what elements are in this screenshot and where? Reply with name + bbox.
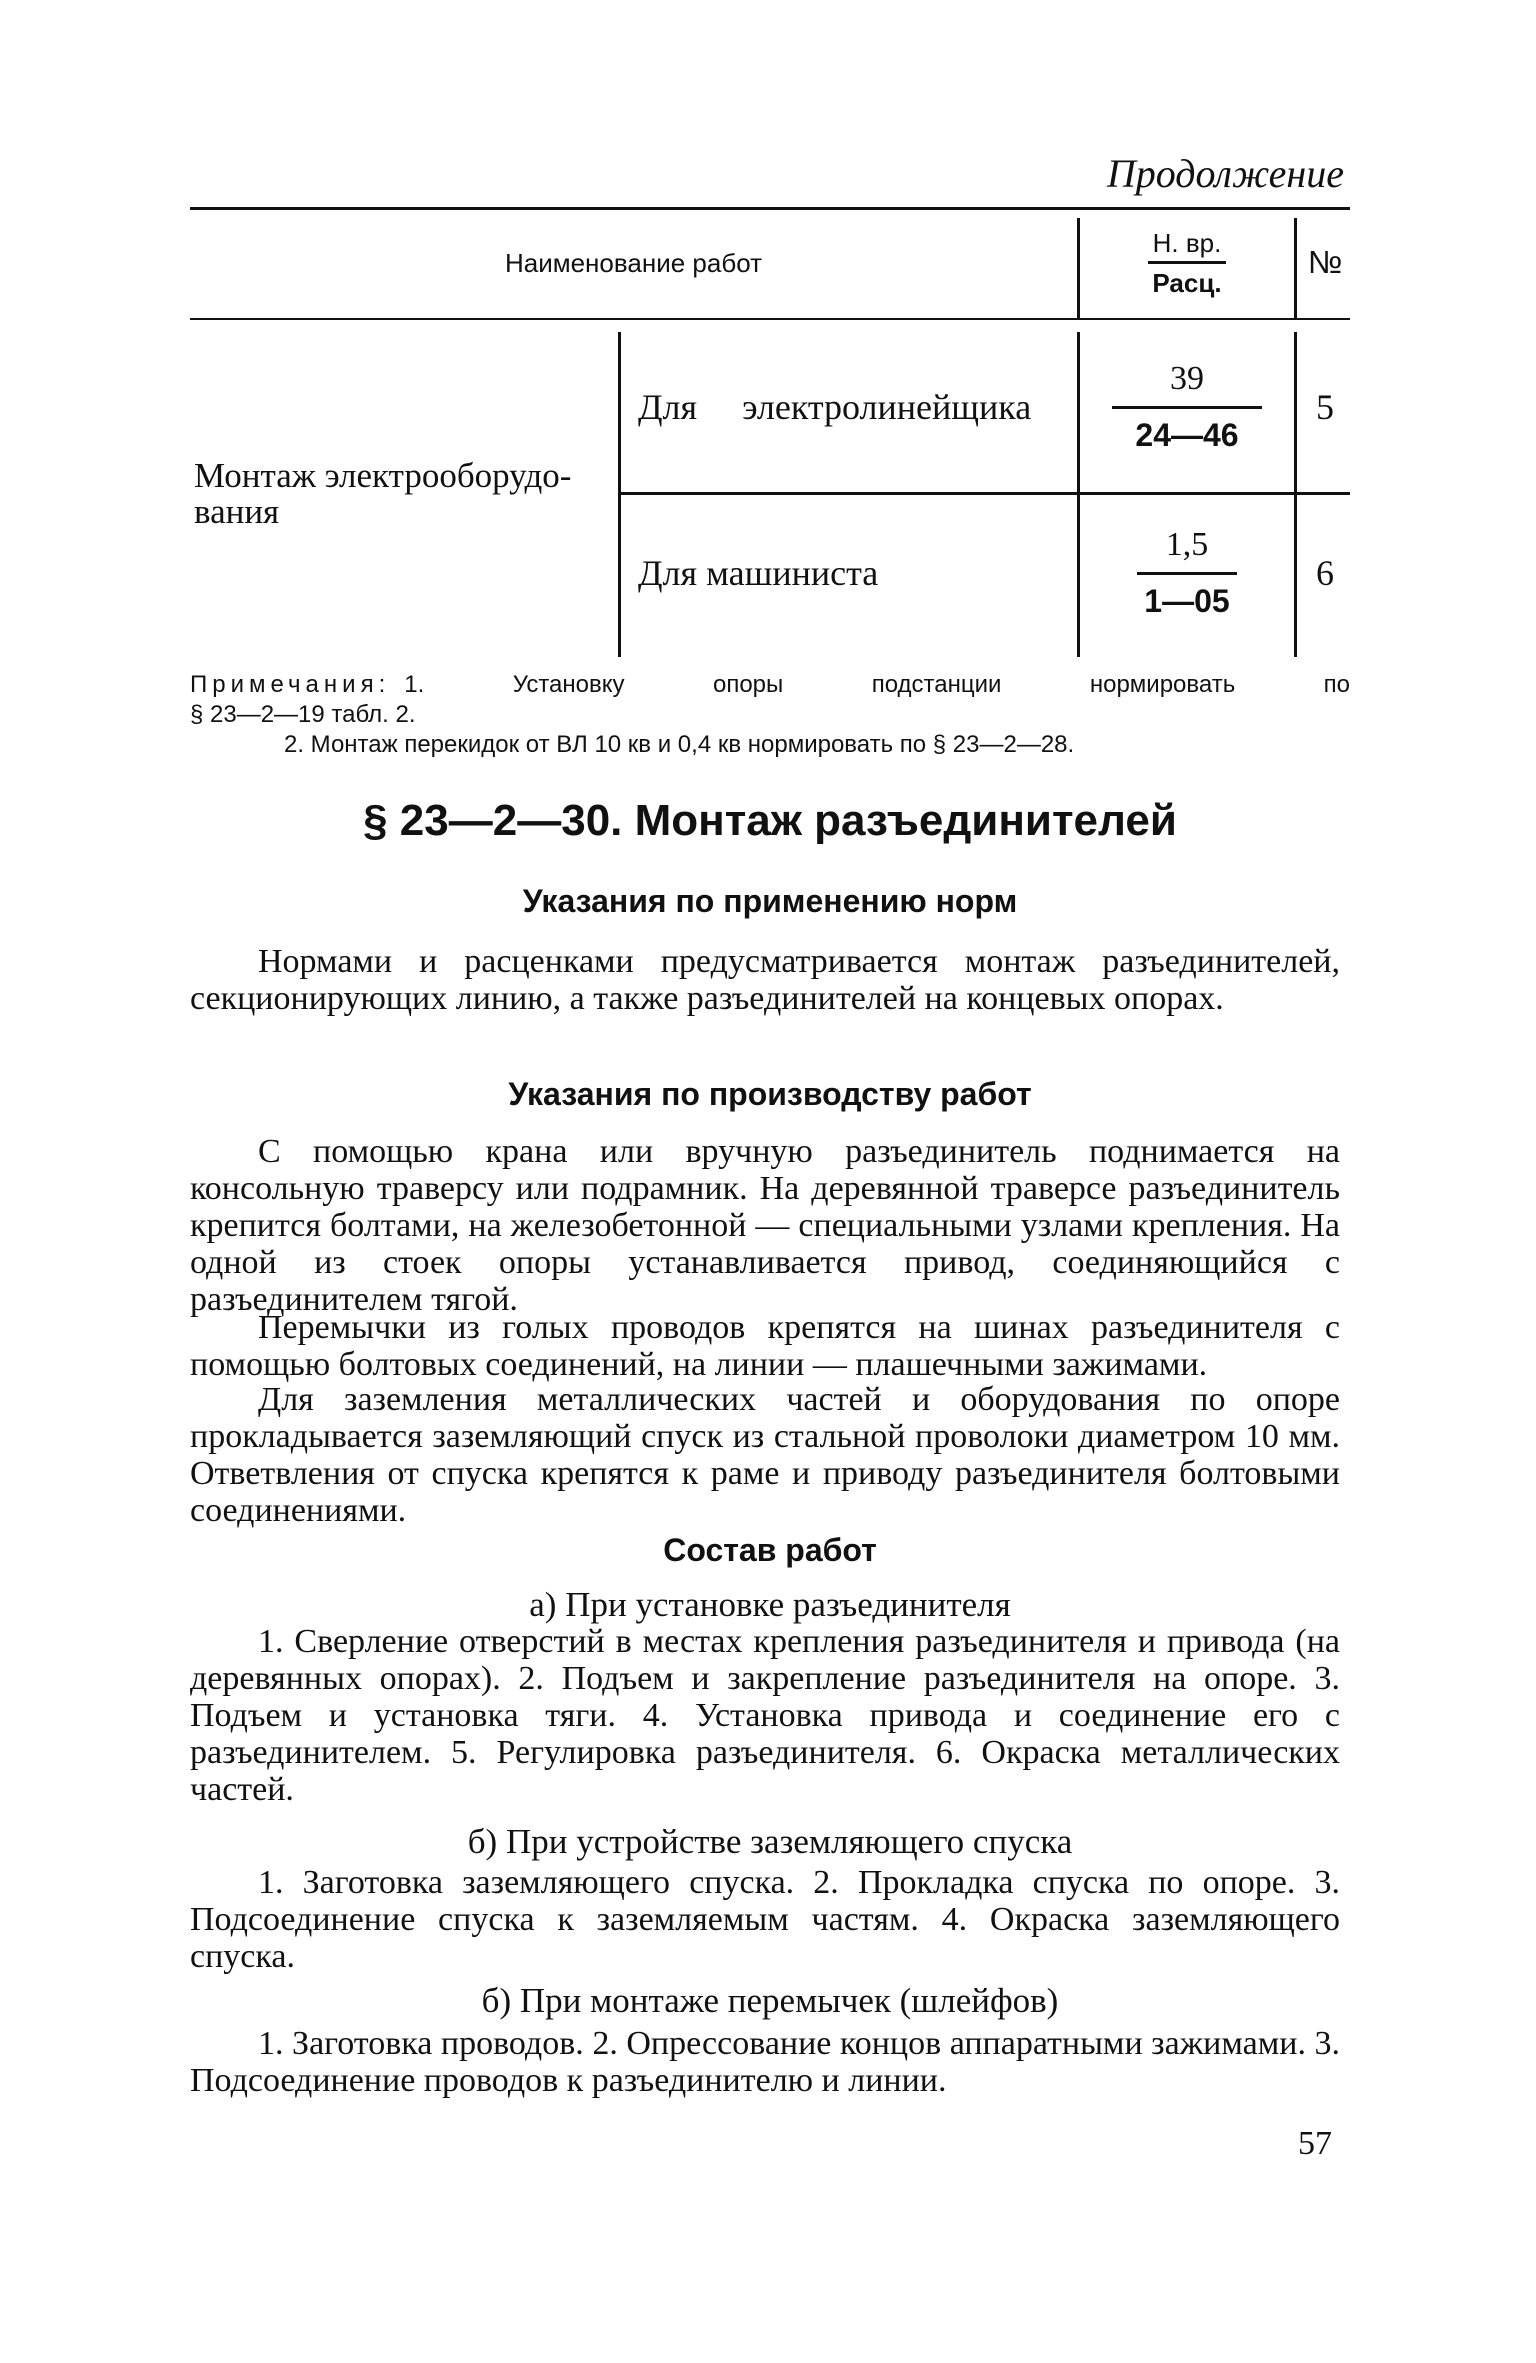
header-number: № (1307, 244, 1343, 280)
paragraph-work-2: Перемычки из голых проводов крепятся на шинах разъединителя с помощью болтовых соединений, на линии — плашечными зажимами. (190, 1309, 1340, 1383)
subsection-b-title: б) При устройстве заземляющего спуска (467, 1822, 1073, 1861)
subsection-a-text: 1. Сверление отверстий в местах крепления разъединителя и привода (на деревянных опорах). 2. Подъем и закрепление разъединителя на опоре. 3. Подъем и установка тяги. 4. Установка привода и соединение его с разъединителем. 5. Регулировка разъединителя. 6. Окраска металлических частей. (190, 1623, 1340, 1808)
row-2-number: 6 (1316, 553, 1334, 593)
paragraph-work-1: С помощью крана или вручную разъединитель поднимается на консольную траверсу или подрамник. На деревянной траверсе разъединитель крепится болтами, на железобетонной — специальными узлами крепления. На одной из стоек опоры устанавливается привод, соединяющийся с разъединителем тягой. (190, 1133, 1340, 1318)
table-row-rule (618, 492, 1350, 495)
note-2-text: 2. Монтаж перекидок от ВЛ 10 кв и 0,4 кв нормировать по § 23—2—28. (284, 731, 1075, 758)
table-header-rule (190, 318, 1350, 320)
row-1-rate: 24—46 (1135, 417, 1239, 453)
row-2-bar (1137, 572, 1237, 575)
row-1-worker: Для электролинейщика (638, 387, 1032, 427)
row-2-fraction (1080, 526, 1294, 620)
subsection-a-title: а) При установке разъединителя (529, 1585, 1011, 1624)
header-norm-fraction (1080, 228, 1294, 299)
row-2-rate: 1—05 (1144, 583, 1230, 619)
section-title: § 23—2—30. Монтаж разъединителей (363, 796, 1177, 845)
subsection-c-title: б) При монтаже перемычек (шлейфов) (481, 1981, 1059, 2020)
subsection-c-text: 1. Заготовка проводов. 2. Опрессование концов аппаратными зажимами. 3. Подсоединение проводов к разъединителю и линии. (190, 2025, 1340, 2099)
paragraph-work-3: Для заземления металлических частей и оборудования по опоре прокладывается заземляющий спуск из стальной проволоки диаметром 10 мм. Ответвления от спуска крепятся к раме и приводу разъединителя болтовыми соединениями. (190, 1381, 1340, 1529)
note-1-text: 1. Установку опоры подстанции нормировать по (404, 671, 1350, 698)
table-top-rule (190, 207, 1350, 210)
subsection-b-text: 1. Заготовка заземляющего спуска. 2. Прокладка спуска по опоре. 3. Подсоединение спуска к заземляемым частям. 4. Окраска заземляющего спуска. (190, 1864, 1340, 1975)
continued-label: Продолжение (1106, 151, 1344, 196)
heading-composition: Состав работ (663, 1532, 877, 1568)
page-number: 57 (1298, 2125, 1332, 2162)
table-vline-no (1294, 218, 1297, 318)
note-1-continuation: § 23—2—19 табл. 2. (190, 701, 416, 728)
table-vline-group (618, 332, 621, 657)
header-norm-bar (1148, 261, 1226, 264)
row-1-number: 5 (1316, 387, 1334, 427)
note-label: Примечания: (190, 671, 391, 698)
table-notes (190, 670, 1350, 760)
paragraph-norms: Нормами и расценками предусматривается монтаж разъединителей, секционирующих линию, а также разъединителей на концевых опорах. (190, 943, 1340, 1017)
norms-table (190, 200, 1350, 670)
header-work-name: Наименование работ (504, 248, 763, 278)
row-2-norm: 1,5 (1165, 526, 1209, 563)
row-1-bar (1112, 406, 1262, 409)
header-norm-den: Расц. (1152, 268, 1222, 298)
row-2-worker: Для машиниста (638, 553, 879, 593)
row-1-fraction (1080, 360, 1294, 454)
group-work-name: Монтаж электрооборудо- вания (194, 456, 572, 531)
table-vline-no-body (1294, 332, 1297, 657)
heading-work: Указания по производству работ (508, 1076, 1032, 1112)
row-1-norm: 39 (1170, 360, 1204, 397)
note-1-line (190, 670, 1350, 700)
header-norm-num: Н. вр. (1152, 228, 1222, 258)
heading-norms: Указания по применению норм (522, 883, 1018, 919)
